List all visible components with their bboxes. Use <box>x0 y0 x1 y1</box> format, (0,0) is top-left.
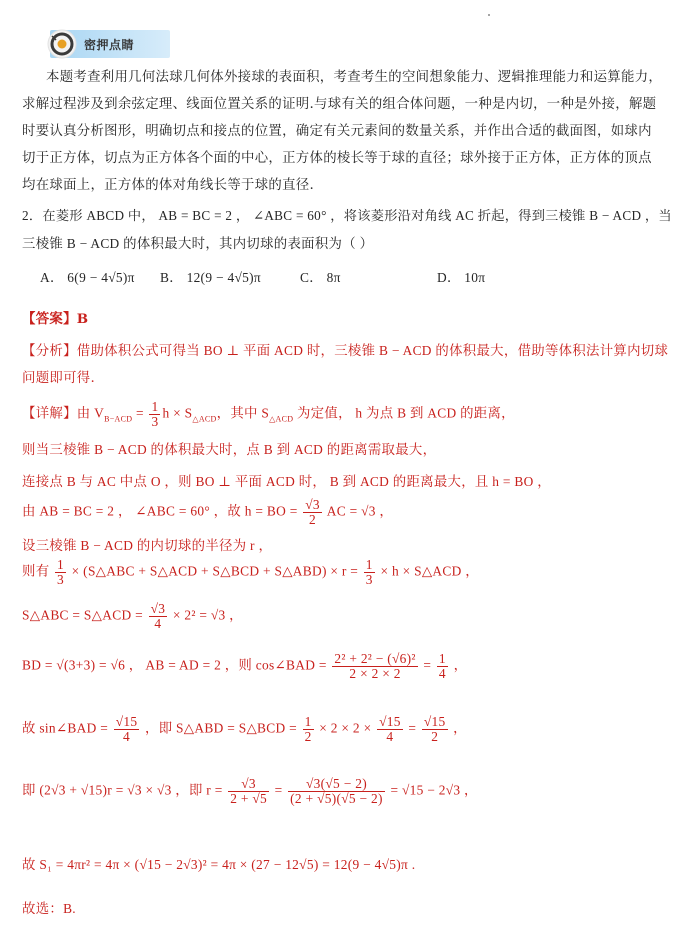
detail-line-10: 即 (2√3 + √15)r = √3 × √3 ，即 r = $\frac{√3}{2 + √5}$ = $\frac{√3(√5 - 2)}{(2 + √5)(√5 - 2)}$ = √15 − 2√3 ， <box>22 776 478 806</box>
option-c: C． 8π <box>300 270 341 285</box>
intro-line-1: 本题考查利用几何法球几何体外接球的表面积，考查考生的空间想象能力、逻辑推理能力和运算能力， <box>46 70 663 85</box>
detail-line-11: 故 S₁ = 4πr² = 4π × (√15 − 2√3)² = 4π × (27 − 12√5) = 12(9 − 4√5)π . <box>22 857 416 872</box>
detail-line-9: 故 sin∠BAD = $\frac{√15}{4}$ ，即 S△ABD = S△BCD = $\frac{1}{2}$ × 2 × 2 × $\frac{√15}{4}$ = $\frac{√15}{2}$ ， <box>22 714 467 744</box>
detail-line-5: 设三棱锥 B − ACD 的内切球的半径为 r ， <box>22 538 273 553</box>
intro-line-4: 切于正方体，切点为正方体各个面的中心，正方体的棱长等于球的直径；球外接于正方体，正方体的顶点 <box>22 151 652 166</box>
section-badge <box>44 22 174 64</box>
intro-line-3: 时要认真分析图形，明确切点和接点的位置，确定有关元素间的数量关系，并作出合适的截面图，如球内 <box>22 124 652 139</box>
intro-line-5: 均在球面上，正方体的体对角线长等于球的直径. <box>22 178 315 193</box>
detail-line-7: S△ABC = S△ACD = $\frac{√3}{4}$ × 2² = √3 ， <box>22 601 243 631</box>
analysis-line-2: 问题即可得. <box>22 371 96 386</box>
detail-line-6: 则有 $\frac{1}{3}$ × (S△ABC + S△ACD + S△BCD + S△ABD) × r = $\frac{1}{3}$ × h × S△ACD ， <box>22 557 479 587</box>
answer-label: 【答案】B <box>22 311 89 327</box>
detail-line-1: 【详解】由 $V_{B-ACD}$ = $\frac{1}{3}$ $h \times S_{\triangle ACD}$，其中 $S_{\triangle ACD}$ 为定值， h 为点 B 到 ACD 的距离， <box>22 399 515 429</box>
option-d: D． 10π <box>437 270 486 285</box>
final-choice: 故选：B. <box>22 901 76 916</box>
intro-line-2: 求解过程涉及到余弦定理、线面位置关系的证明.与球有关的组合体问题，一种是内切，一种是外接，解题 <box>22 97 657 112</box>
question-line-1: 2．在菱形 ABCD 中， AB = BC = 2 ， ∠ABC = 60° ，将该菱形沿对角线 AC 折起，得到三棱锥 B − ACD ，当 <box>22 208 672 223</box>
target-icon <box>44 26 80 62</box>
detail-line-8: BD = √(3+3) = √6 ， AB = AD = 2 ，则 cos∠BAD = $\frac{\text{2² + 2² − (√6)²}}{2 \times 2 \times 2}$ = $\frac{1}{4}$ ， <box>22 651 468 681</box>
detail-line-4: 由 AB = BC = 2 ， ∠ABC = 60° ，故 h = BO = $\frac{√3}{2}$ AC = √3 ， <box>22 497 394 527</box>
detail-line-3: 连接点 B 与 AC 中点 O ，则 BO ⊥ 平面 ACD 时， B 到 ACD 的距离最大，且 h = BO ， <box>22 474 551 489</box>
detail-line-2: 则当三棱锥 B − ACD 的体积最大时，点 B 到 ACD 的距离需取最大， <box>22 442 437 457</box>
option-b: B． 12(9 − 4√5)π <box>160 270 261 285</box>
badge-label: 密押点睛 <box>84 38 135 52</box>
question-line-2: 三棱锥 B − ACD 的体积最大时，其内切球的表面积为（ ） <box>22 236 374 251</box>
stray-dot <box>488 14 490 16</box>
analysis-line-1: 【分析】借助体积公式可得当 BO ⊥ 平面 ACD 时，三棱锥 B − ACD 的体积最大，借助等体积法计算内切球 <box>22 343 669 358</box>
option-a: A． 6(9 − 4√5)π <box>40 270 135 285</box>
